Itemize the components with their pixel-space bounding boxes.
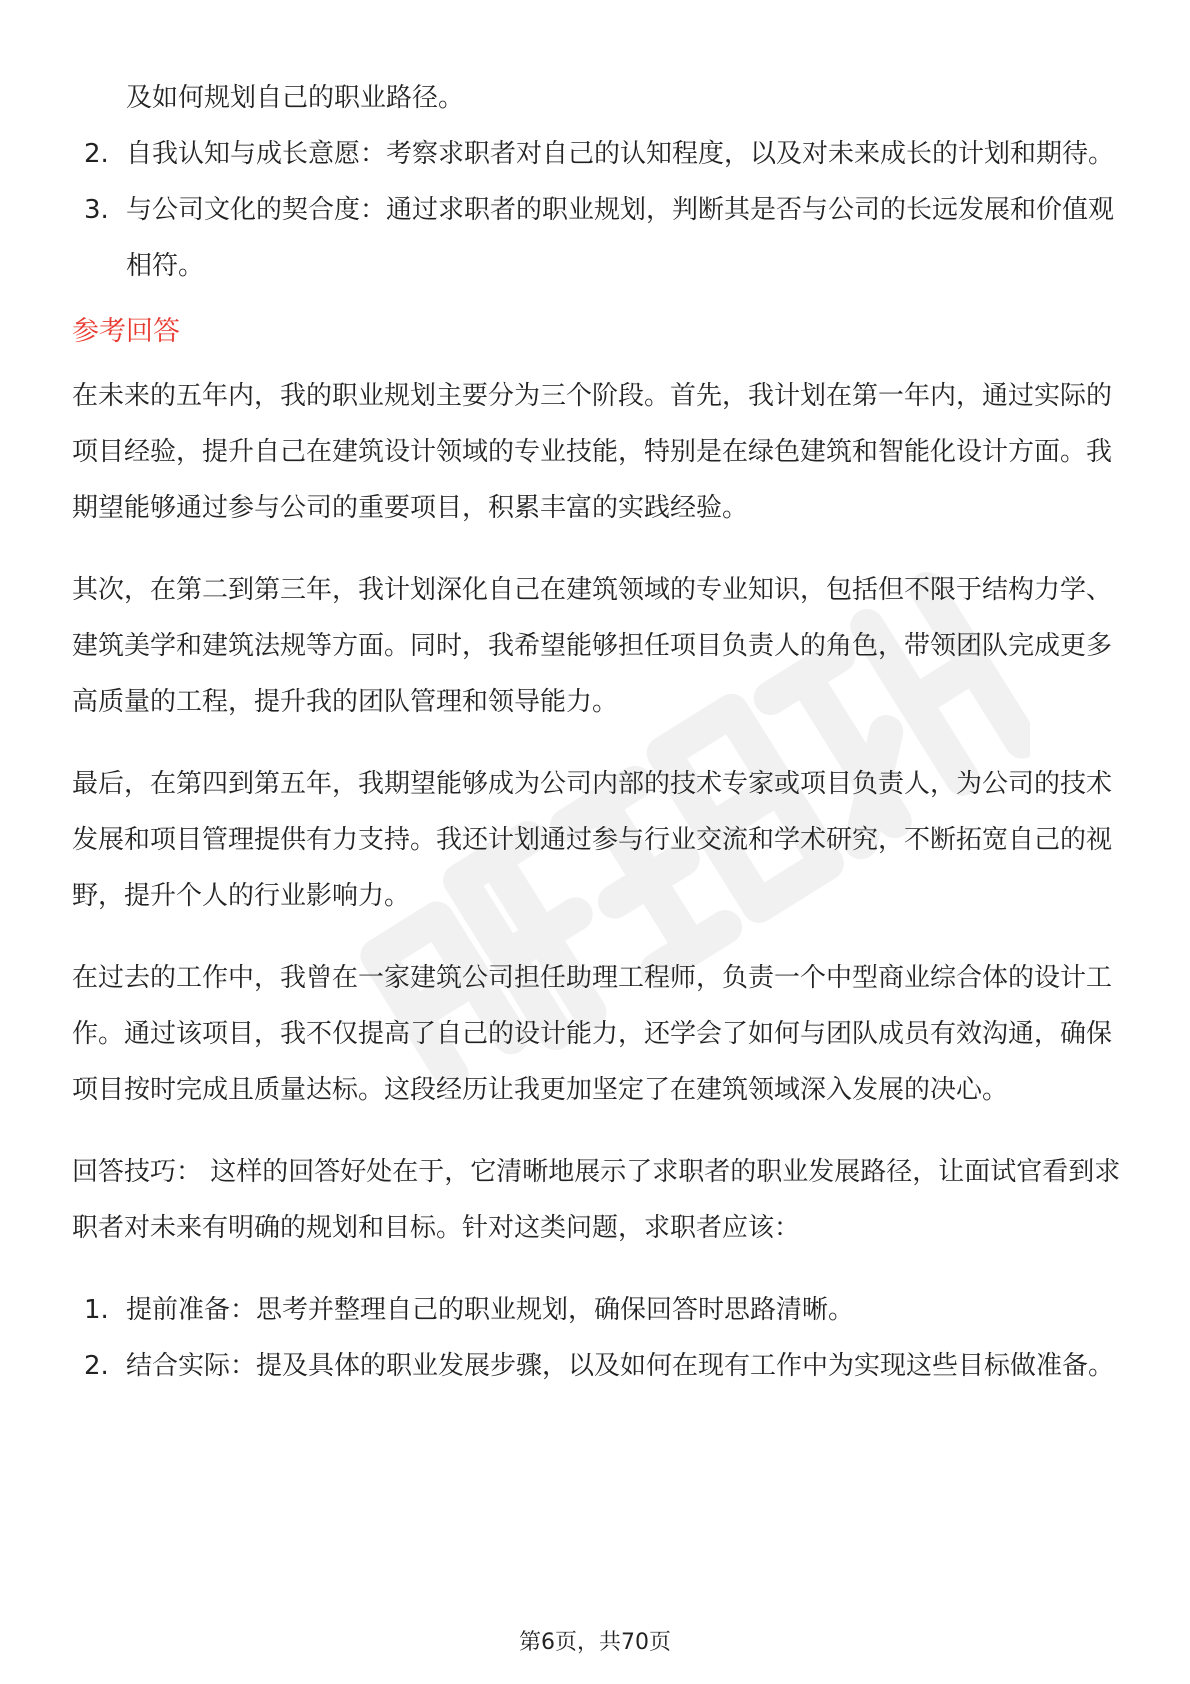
answer-paragraph: 最后，在第四到第五年，我期望能够成为公司内部的技术专家或项目负责人，为公司的技术发展和项目管理提供有力支持。我还计划通过参与行业交流和学术研究，不断拓宽自己的视野，提升个人的行业影响力。 xyxy=(72,769,1113,911)
list-item-text: 结合实际：提及具体的职业发展步骤，以及如何在现有工作中为实现这些目标做准备。 xyxy=(126,1351,1115,1381)
tips-list xyxy=(72,1282,1122,1394)
list-item xyxy=(72,1282,1122,1338)
answer-paragraph: 其次，在第二到第三年，我计划深化自己在建筑领域的专业知识，包括但不限于结构力学、建筑美学和建筑法规等方面。同时，我希望能够担任项目负责人的角色，带领团队完成更多高质量的工程，提升我的团队管理和领导能力。 xyxy=(72,575,1113,717)
list-item-text: 提前准备：思考并整理自己的职业规划，确保回答时思路清晰。 xyxy=(126,1295,855,1325)
list-number: 3. xyxy=(84,195,109,225)
list-item-continuation: 及如何规划自己的职业路径。 xyxy=(126,83,465,113)
answer-tips-intro: 回答技巧： 这样的回答好处在于，它清晰地展示了求职者的职业发展路径，让面试官看到求职者对未来有明确的规划和目标。针对这类问题，求职者应该： xyxy=(72,1157,1121,1243)
answer-paragraph: 在未来的五年内，我的职业规划主要分为三个阶段。首先，我计划在第一年内，通过实际的项目经验，提升自己在建筑设计领域的专业技能，特别是在绿色建筑和智能化设计方面。我期望能够通过参与公司的重要项目，积累丰富的实践经验。 xyxy=(72,381,1113,523)
list-item xyxy=(72,126,1122,182)
answer-paragraph: 在过去的工作中，我曾在一家建筑公司担任助理工程师，负责一个中型商业综合体的设计工作。通过该项目，我不仅提高了自己的设计能力，还学会了如何与团队成员有效沟通，确保项目按时完成且质量达标。这段经历让我更加坚定了在建筑领域深入发展的决心。 xyxy=(72,963,1113,1105)
list-number: 1. xyxy=(84,1295,109,1325)
page-content xyxy=(72,70,1122,1394)
list-item-text: 自我认知与成长意愿：考察求职者对自己的认知程度，以及对未来成长的计划和期待。 xyxy=(126,139,1115,169)
list-item xyxy=(72,1338,1122,1394)
evaluation-points-list xyxy=(72,126,1122,294)
page-number-footer: 第6页，共70页 xyxy=(519,1630,671,1655)
list-item xyxy=(72,182,1122,294)
list-number: 2. xyxy=(84,1351,109,1381)
list-item-text: 与公司文化的契合度：通过求职者的职业规划，判断其是否与公司的长远发展和价值观相符。 xyxy=(126,195,1115,281)
list-number: 2. xyxy=(84,139,109,169)
reference-answer-heading: 参考回答 xyxy=(72,316,180,347)
